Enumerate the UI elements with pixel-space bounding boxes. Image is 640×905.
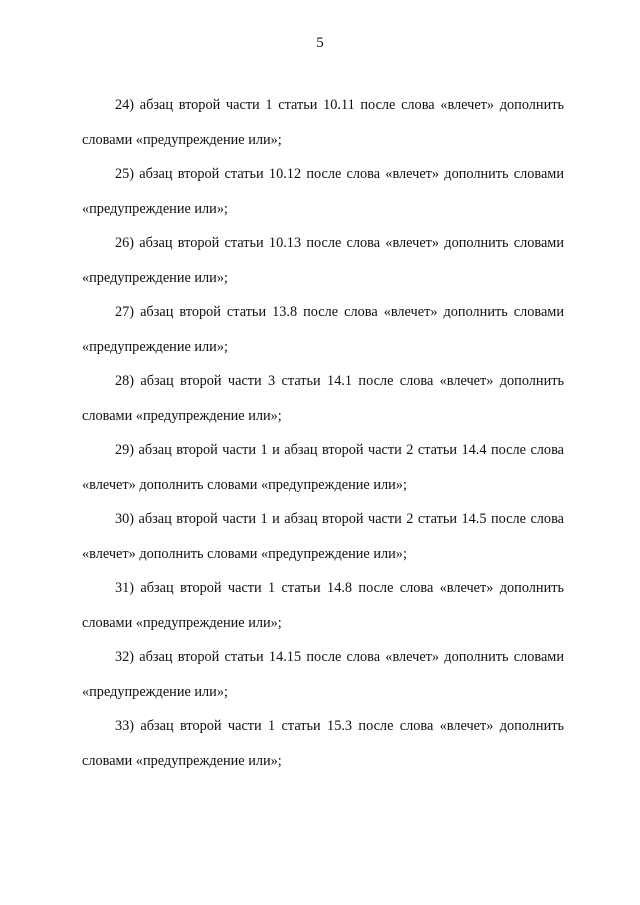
list-item: 26) абзац второй статьи 10.13 после слова «влечет» дополнить словами «предупреждение или»; [82, 235, 564, 286]
list-item: 31) абзац второй части 1 статьи 14.8 после слова «влечет» дополнить словами «предупреждение или»; [82, 580, 564, 631]
list-item: 25) абзац второй статьи 10.12 после слова «влечет» дополнить словами «предупреждение или»; [82, 166, 564, 217]
list-item: 32) абзац второй статьи 14.15 после слова «влечет» дополнить словами «предупреждение или»; [82, 649, 564, 700]
list-item: 24) абзац второй части 1 статьи 10.11 после слова «влечет» дополнить словами «предупреждение или»; [82, 97, 564, 148]
list-item: 33) абзац второй части 1 статьи 15.3 после слова «влечет» дополнить словами «предупреждение или»; [82, 718, 564, 769]
list-item: 30) абзац второй части 1 и абзац второй части 2 статьи 14.5 после слова «влечет» дополнить словами «предупреждение или»; [82, 511, 564, 562]
page-number: 5 [316, 35, 324, 51]
document-body [82, 88, 564, 778]
list-item: 29) абзац второй части 1 и абзац второй части 2 статьи 14.4 после слова «влечет» дополнить словами «предупреждение или»; [82, 442, 564, 493]
list-item: 28) абзац второй части 3 статьи 14.1 после слова «влечет» дополнить словами «предупреждение или»; [82, 373, 564, 424]
list-item: 27) абзац второй статьи 13.8 после слова «влечет» дополнить словами «предупреждение или»; [82, 304, 564, 355]
